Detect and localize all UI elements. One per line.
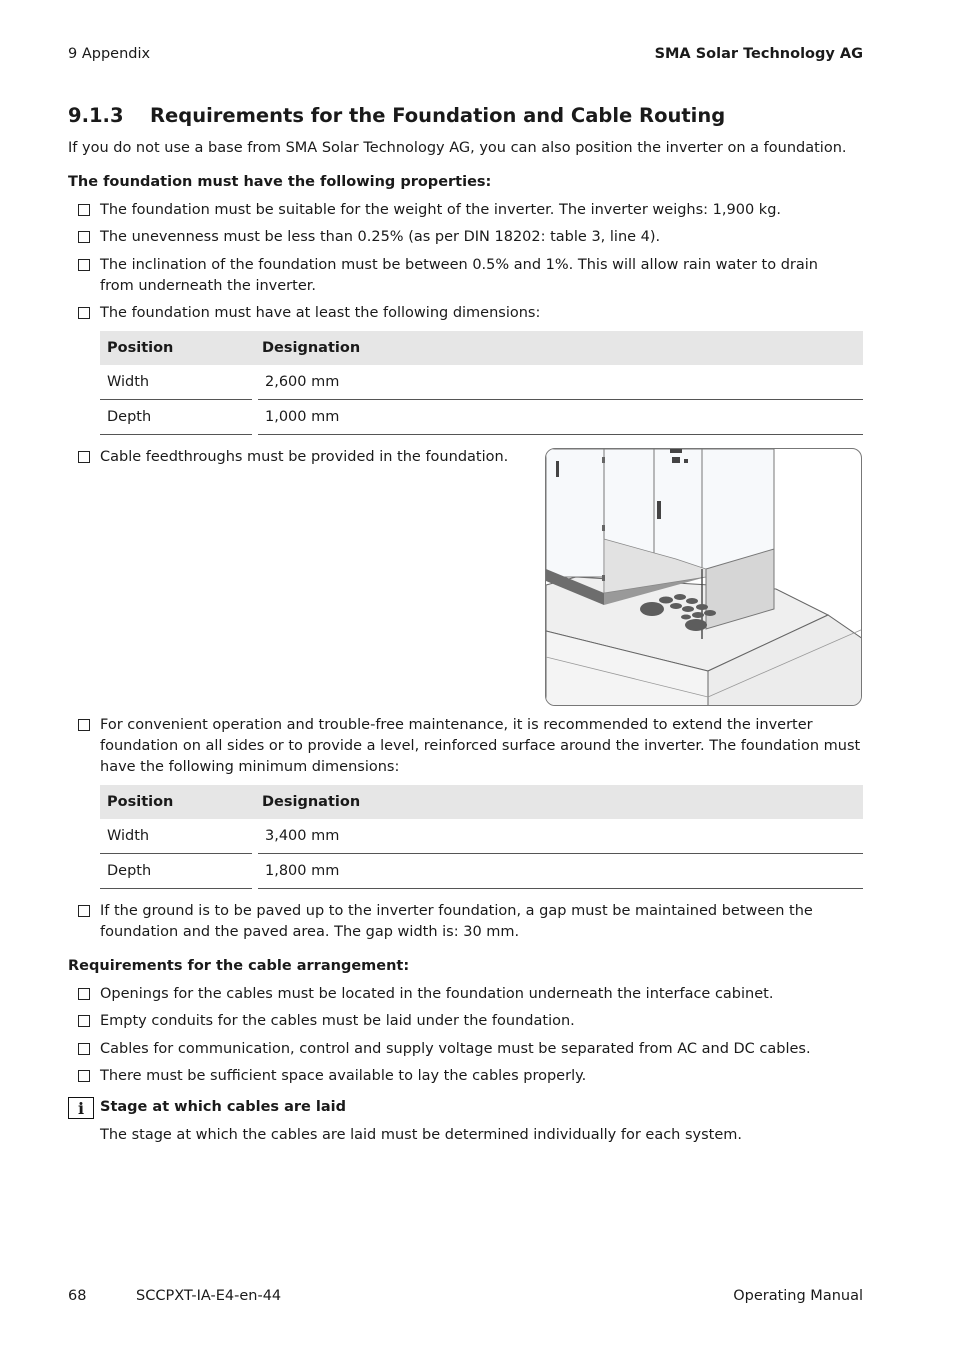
table-header-row bbox=[100, 331, 863, 365]
info-icon: i bbox=[68, 1097, 94, 1119]
table-row bbox=[100, 819, 863, 854]
footer-page-number: 68 bbox=[68, 1288, 87, 1304]
maintenance-item: For convenient operation and trouble-free maintenance, it is recommended to extend the inverter foundation on all sides or to provide a level, reinforced surface around the inverter. The foundation must have the following minimum dimensions: bbox=[100, 717, 861, 775]
table-cell-value: 1,800 mm bbox=[255, 854, 863, 889]
table-header-designation: Designation bbox=[255, 331, 863, 365]
gap-item: If the ground is to be paved up to the inverter foundation, a gap must be maintained between the foundation and the paved area. The gap width is: 30 mm. bbox=[100, 903, 813, 940]
footer-doc-code: SCCPXT-IA-E4-en-44 bbox=[136, 1288, 282, 1304]
property-item: The inclination of the foundation must be between 0.5% and 1%. This will allow rain water to drain from underneath the inverter. bbox=[100, 257, 818, 294]
checkbox-icon bbox=[78, 719, 90, 731]
table-row bbox=[100, 365, 863, 400]
checkbox-icon bbox=[78, 204, 90, 216]
foundation-illustration bbox=[545, 448, 862, 706]
table-row bbox=[100, 854, 863, 889]
table-cell-position: Depth bbox=[100, 400, 255, 435]
property-item: The foundation must be suitable for the weight of the inverter. The inverter weighs: 1,900 kg. bbox=[100, 202, 782, 218]
info-title: Stage at which cables are laid bbox=[100, 1099, 347, 1115]
table-cell-position: Width bbox=[100, 819, 255, 854]
cable-item: There must be sufficient space available to lay the cables properly. bbox=[100, 1068, 587, 1084]
cable-item: Cables for communication, control and supply voltage must be separated from AC and DC cables. bbox=[100, 1041, 811, 1057]
table-cell-value: 1,000 mm bbox=[255, 400, 863, 435]
dimensions-table-recommended bbox=[100, 785, 863, 889]
table-row bbox=[100, 400, 863, 435]
foundation-drawing bbox=[546, 449, 862, 706]
checkbox-icon bbox=[78, 259, 90, 271]
cable-heading: Requirements for the cable arrangement: bbox=[68, 958, 410, 974]
checkbox-icon bbox=[78, 231, 90, 243]
section-title bbox=[68, 104, 725, 127]
property-item: The unevenness must be less than 0.25% (as per DIN 18202: table 3, line 4). bbox=[100, 229, 661, 245]
table-header-position: Position bbox=[100, 785, 255, 819]
checkbox-icon bbox=[78, 988, 90, 1000]
section-number: 9.1.3 bbox=[68, 104, 124, 127]
header-chapter: 9 Appendix bbox=[68, 46, 151, 62]
table-cell-value: 2,600 mm bbox=[255, 365, 863, 400]
section-title-text: Requirements for the Foundation and Cable Routing bbox=[150, 104, 726, 127]
footer-manual-title: Operating Manual bbox=[733, 1288, 863, 1304]
table-cell-value: 3,400 mm bbox=[255, 819, 863, 854]
dimensions-table-min bbox=[100, 331, 863, 435]
property-item: The foundation must have at least the following dimensions: bbox=[100, 305, 541, 321]
checkbox-icon bbox=[78, 1015, 90, 1027]
table-header-position: Position bbox=[100, 331, 255, 365]
properties-heading: The foundation must have the following properties: bbox=[68, 174, 492, 190]
cable-item: Empty conduits for the cables must be laid under the foundation. bbox=[100, 1013, 575, 1029]
table-header-row bbox=[100, 785, 863, 819]
checkbox-icon bbox=[78, 1070, 90, 1082]
checkbox-icon bbox=[78, 451, 90, 463]
checkbox-icon bbox=[78, 905, 90, 917]
table-header-designation: Designation bbox=[255, 785, 863, 819]
info-text: The stage at which the cables are laid must be determined individually for each system. bbox=[100, 1127, 743, 1143]
checkbox-icon bbox=[78, 1043, 90, 1055]
table-cell-position: Depth bbox=[100, 854, 255, 889]
intro-text: If you do not use a base from SMA Solar Technology AG, you can also position the inverter on a foundation. bbox=[68, 140, 847, 156]
cable-item: Openings for the cables must be located in the foundation underneath the interface cabinet. bbox=[100, 986, 774, 1002]
cable-feed-item: Cable feedthroughs must be provided in the foundation. bbox=[100, 449, 509, 465]
table-cell-position: Width bbox=[100, 365, 255, 400]
checkbox-icon bbox=[78, 307, 90, 319]
header-company: SMA Solar Technology AG bbox=[654, 46, 863, 62]
